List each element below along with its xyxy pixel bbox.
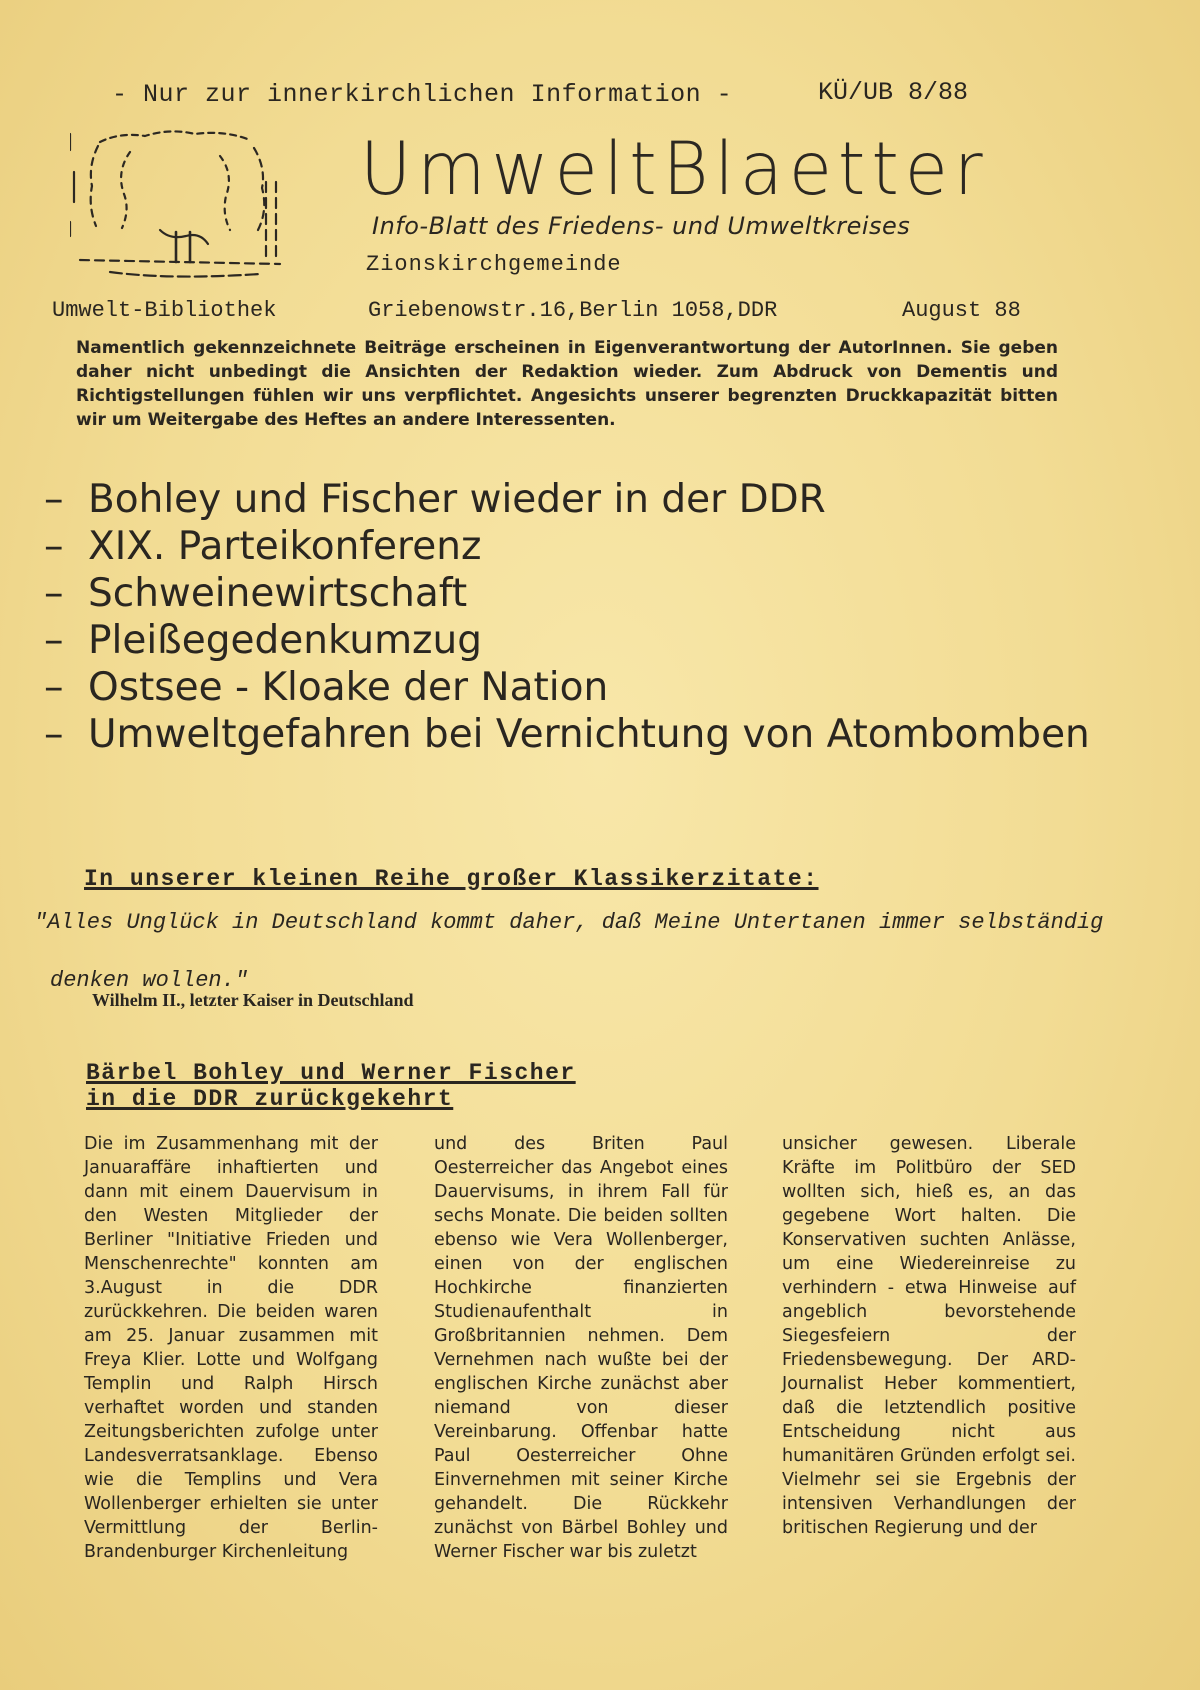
headline-item: – Pleißegedenkumzug xyxy=(44,617,1090,664)
article-heading-line-1: Bärbel Bohley und Werner Fischer xyxy=(86,1060,576,1086)
library-name: Umwelt-Bibliothek xyxy=(52,298,277,323)
classic-quote-heading: In unserer kleinen Reihe großer Klassikerzitate: xyxy=(84,866,819,892)
headline-item: – Bohley und Fischer wieder in der DDR xyxy=(44,476,1090,523)
headline-item: – Umweltgefahren bei Vernichtung von Atombomben xyxy=(44,711,1090,758)
disclaimer: Namentlich gekennzeichnete Beiträge erscheinen in Eigenverantwortung der AutorInnen. Sie geben daher nicht unbedingt die Ansichten der Redaktion wieder. Zum Abdruck von Dementis und Richtigstellungen fühlen wir uns verpflichtet. Angesichts unserer begrenzten Druckkapazität bitten wir um Weitergabe des Heftes an andere Interessenten. xyxy=(76,338,1058,430)
headline-item: – XIX. Parteikonferenz xyxy=(44,523,1090,570)
tree-logo-icon xyxy=(70,112,298,288)
headline-list xyxy=(44,476,1090,758)
article-heading-line-2: in die DDR zurückgekehrt xyxy=(86,1086,454,1112)
quote-line-1: "Alles Unglück in Deutschland kommt daher, daß Meine Untertanen immer selbständig xyxy=(34,910,1104,935)
internal-notice: - Nur zur innerkirchlichen Information - xyxy=(112,80,733,109)
headline-item: – Schweinewirtschaft xyxy=(44,570,1090,617)
parish-name: Zionskirchgemeinde xyxy=(366,252,622,277)
issue-date: August 88 xyxy=(902,298,1021,323)
quote-line-2: denken wollen." xyxy=(50,968,249,993)
article-column-3: unsicher gewesen. Liberale Kräfte im Politbüro der SED wollten sich, hieß es, an das gegebene Wort halten. Die Konservativen suchten Anlässe, um eine Wiedereinreise zu verhindern - etwa Hinweise auf angeblich bevorstehende Siegesfeiern der Friedensbewegung. Der ARD-Journalist Heber kommentiert, daß die letztendlich positive Entscheidung nicht aus humanitären Gründen erfolgt sei. Vielmehr sei sie Ergebnis der intensiven Verhandlungen der britischen Regierung und der xyxy=(782,1134,1076,1538)
address: Griebenowstr.16,Berlin 1058,DDR xyxy=(368,298,778,323)
issue-code: KÜ/UB 8/88 xyxy=(818,78,969,107)
masthead-title: UmweltBlaetter xyxy=(360,125,989,213)
headline-item: – Ostsee - Kloake der Nation xyxy=(44,664,1090,711)
article-column-2: und des Briten Paul Oesterreicher das Angebot eines Dauervisums, in ihrem Fall für sechs Monate. Die beiden sollten ebenso wie Vera Wollenberger, einen von der englischen Hochkirche finanzierten Studienaufenthalt in Großbritannien nehmen. Dem Vernehmen nach wußte bei der englischen Kirche zunächst aber niemand von dieser Vereinbarung. Offenbar hatte Paul Oesterreicher Ohne Einvernehmen mit seiner Kirche gehandelt. Die Rückkehr zunächst von Bärbel Bohley und Werner Fischer war bis zuletzt xyxy=(434,1134,728,1562)
masthead-subtitle: Info-Blatt des Friedens- und Umweltkreises xyxy=(372,212,911,240)
article-column-1: Die im Zusammenhang mit der Januaraffäre inhaftierten und dann mit einem Dauervisum in den Westen Mitglieder der Berliner "Initiative Frieden und Menschenrechte" konnten am 3.August in die DDR zurückkehren. Die beiden waren am 25. Januar zusammen mit Freya Klier. Lotte und Wolfgang Templin und Ralph Hirsch verhaftet worden und standen Zeitungsberichten zufolge unter Landesverratsanklage. Ebenso wie die Templins und Vera Wollenberger erhielten sie unter Vermittlung der Berlin-Brandenburger Kirchenleitung xyxy=(84,1134,378,1562)
quote-attribution: Wilhelm II., letzter Kaiser in Deutschland xyxy=(92,990,414,1010)
article-heading xyxy=(86,1060,576,1112)
